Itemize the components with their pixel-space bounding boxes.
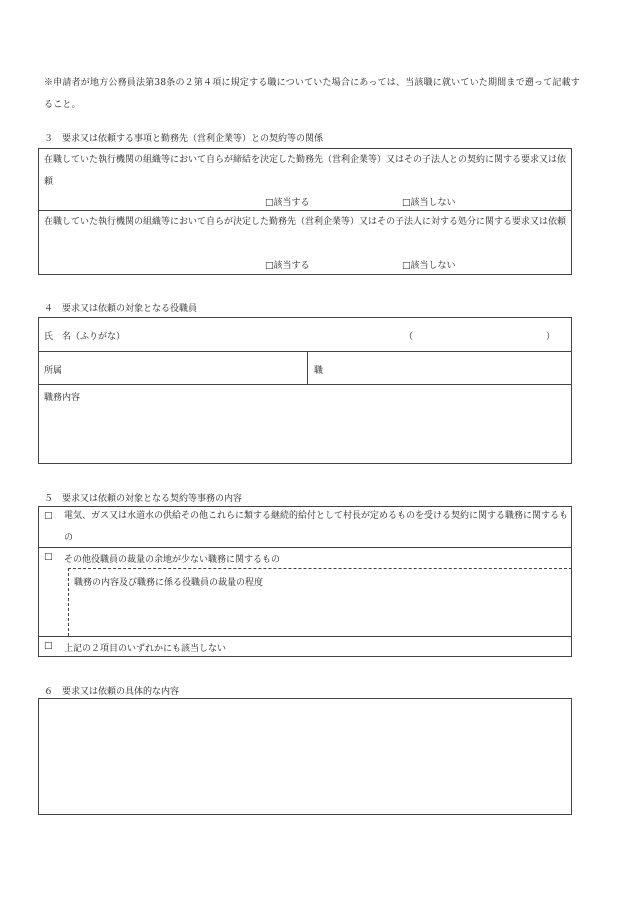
item3-text: 上記の２項目のいずれかにも該当しない <box>64 644 227 654</box>
position-label: 職 <box>314 366 324 376</box>
row1-yes-checkbox[interactable]: □該当する <box>265 198 310 208</box>
section-6-content-box[interactable] <box>38 698 572 815</box>
name-label: 氏 名（ふりがな） <box>44 332 126 342</box>
section-6-title: ６ 要求又は依頼の具体的な内容 <box>44 687 180 697</box>
item2-text: その他役職員の裁量の余地が少ない職務に関するもの <box>64 555 281 565</box>
section-3-row2-text: 在職していた執行機関の組織等において自らが決定した勤務先（営利企業等）又はその子法人に対する処分に関する要求又は依頼 <box>44 217 567 227</box>
item1-text: 電気、ガス又は水道水の供給その他これらに類する継続的給付として村長が定めるものを受ける契約に関する職務に関するもの <box>64 511 569 543</box>
section-5-divider-2 <box>38 636 572 637</box>
item3-checkbox[interactable]: □ <box>44 641 53 651</box>
row1-no-checkbox[interactable]: □該当しない <box>402 198 456 208</box>
row2-no-checkbox[interactable]: □該当しない <box>402 261 456 271</box>
item2-checkbox[interactable]: □ <box>44 552 53 562</box>
item2-detail-dashed-top <box>68 568 572 569</box>
duties-label: 職務内容 <box>44 393 81 403</box>
item2-detail-dashed-left <box>68 568 69 636</box>
section-4-title: ４ 要求又は依頼の対象となる役職員 <box>44 304 198 314</box>
item2-detail-label: 職務の内容及び職務に係る役職員の裁量の程度 <box>74 578 264 588</box>
furigana-open: （ <box>404 332 414 342</box>
section-5-divider-1 <box>38 547 572 548</box>
section-3-title: ３ 要求又は依頼する事項と勤務先（営利企業等）との契約等の関係 <box>44 134 324 144</box>
item1-checkbox[interactable]: □ <box>44 511 53 521</box>
affiliation-label: 所属 <box>44 366 63 376</box>
section-4-vertical-divider <box>307 351 308 384</box>
section-4-divider-2 <box>38 384 572 385</box>
row2-yes-checkbox[interactable]: □該当する <box>265 261 310 271</box>
furigana-close: ） <box>546 332 556 342</box>
instruction-note: ※申請者が地方公務員法第38条の２第４項に規定する職についていた場合にあっては、当該職に就いていた期間まで遡って記載すること。 <box>44 78 580 110</box>
section-4-divider-1 <box>38 351 572 352</box>
section-5-title: ５ 要求又は依頼の対象となる契約等事務の内容 <box>44 494 243 504</box>
section-3-row1-text: 在職していた執行機関の組織等において自らが締結を決定した勤務先（営利企業等）又はその子法人との契約に関する要求又は依頼 <box>44 155 567 187</box>
